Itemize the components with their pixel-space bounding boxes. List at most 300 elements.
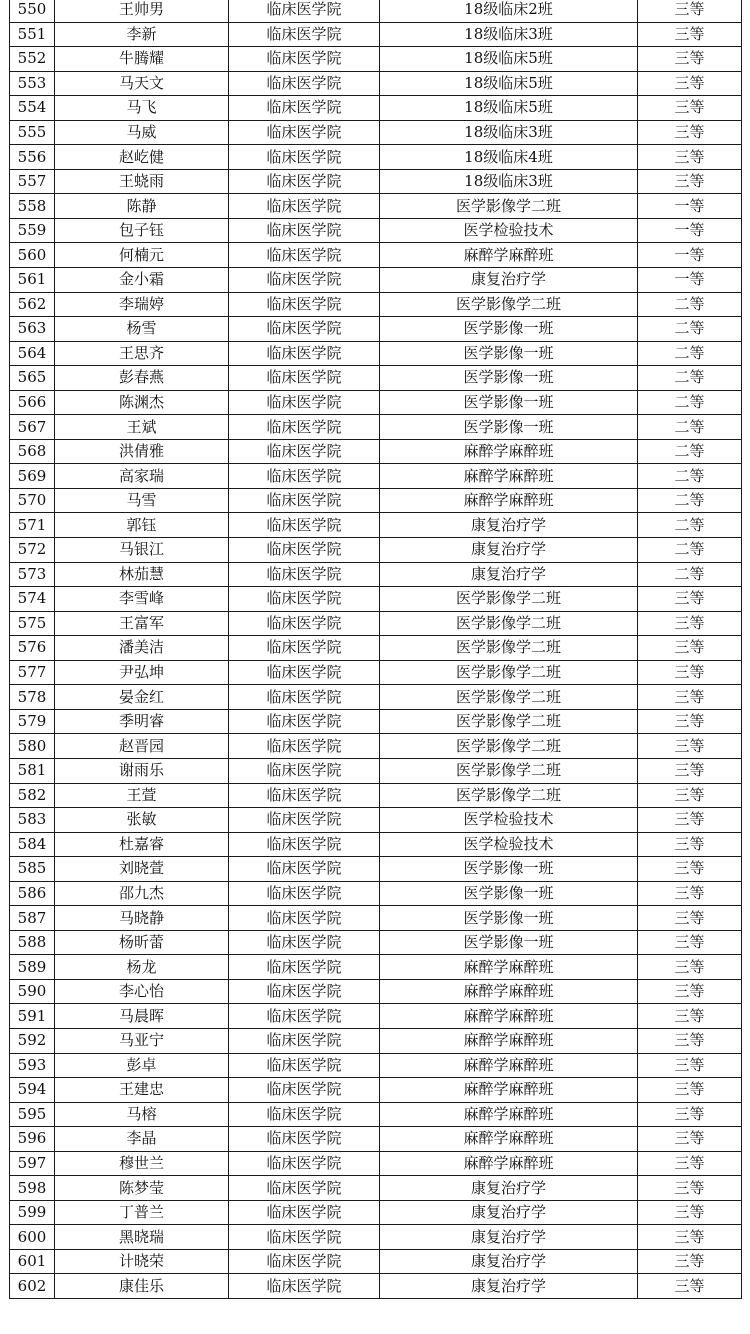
student-name-cell: 陈梦莹 bbox=[55, 1176, 229, 1201]
college-cell: 临床医学院 bbox=[229, 930, 380, 955]
college-cell: 临床医学院 bbox=[229, 464, 380, 489]
class-cell: 麻醉学麻醉班 bbox=[380, 1004, 638, 1029]
row-number-cell: 586 bbox=[10, 881, 55, 906]
award-grade-cell: 三等 bbox=[638, 47, 742, 72]
student-name-cell: 李雪峰 bbox=[55, 587, 229, 612]
college-cell: 临床医学院 bbox=[229, 268, 380, 293]
row-number-cell: 552 bbox=[10, 47, 55, 72]
college-cell: 临床医学院 bbox=[229, 218, 380, 243]
student-name-cell: 李瑞婷 bbox=[55, 292, 229, 317]
student-name-cell: 黑晓瑞 bbox=[55, 1225, 229, 1250]
table-row bbox=[10, 1151, 742, 1176]
student-name-cell: 计晓荣 bbox=[55, 1249, 229, 1274]
table-row bbox=[10, 120, 742, 145]
award-grade-cell: 三等 bbox=[638, 685, 742, 710]
row-number-cell: 602 bbox=[10, 1274, 55, 1299]
row-number-cell: 597 bbox=[10, 1151, 55, 1176]
class-cell: 医学影像学二班 bbox=[380, 660, 638, 685]
table-row bbox=[10, 1028, 742, 1053]
award-grade-cell: 一等 bbox=[638, 268, 742, 293]
college-cell: 临床医学院 bbox=[229, 808, 380, 833]
row-number-cell: 567 bbox=[10, 415, 55, 440]
award-grade-cell: 一等 bbox=[638, 194, 742, 219]
student-name-cell: 马亚宁 bbox=[55, 1028, 229, 1053]
row-number-cell: 594 bbox=[10, 1078, 55, 1103]
student-name-cell: 牛腾耀 bbox=[55, 47, 229, 72]
award-grade-cell: 三等 bbox=[638, 1004, 742, 1029]
award-grade-cell: 三等 bbox=[638, 1102, 742, 1127]
class-cell: 医学影像一班 bbox=[380, 857, 638, 882]
college-cell: 临床医学院 bbox=[229, 758, 380, 783]
award-grade-cell: 三等 bbox=[638, 906, 742, 931]
college-cell: 临床医学院 bbox=[229, 636, 380, 661]
table-row bbox=[10, 0, 742, 22]
award-grade-cell: 三等 bbox=[638, 145, 742, 170]
award-grade-cell: 三等 bbox=[638, 1274, 742, 1299]
table-row bbox=[10, 1102, 742, 1127]
row-number-cell: 561 bbox=[10, 268, 55, 293]
award-grade-cell: 三等 bbox=[638, 783, 742, 808]
row-number-cell: 570 bbox=[10, 488, 55, 513]
award-grade-cell: 二等 bbox=[638, 390, 742, 415]
class-cell: 麻醉学麻醉班 bbox=[380, 1078, 638, 1103]
college-cell: 临床医学院 bbox=[229, 71, 380, 96]
student-name-cell: 尹弘坤 bbox=[55, 660, 229, 685]
class-cell: 医学影像一班 bbox=[380, 390, 638, 415]
table-row bbox=[10, 145, 742, 170]
row-number-cell: 558 bbox=[10, 194, 55, 219]
award-grade-cell: 三等 bbox=[638, 1078, 742, 1103]
college-cell: 临床医学院 bbox=[229, 1225, 380, 1250]
college-cell: 临床医学院 bbox=[229, 96, 380, 121]
student-name-cell: 丁普兰 bbox=[55, 1200, 229, 1225]
class-cell: 医学影像学二班 bbox=[380, 685, 638, 710]
table-row bbox=[10, 783, 742, 808]
award-table-body bbox=[10, 0, 742, 1298]
college-cell: 临床医学院 bbox=[229, 194, 380, 219]
class-cell: 医学检验技术 bbox=[380, 218, 638, 243]
award-grade-cell: 三等 bbox=[638, 587, 742, 612]
table-row bbox=[10, 562, 742, 587]
table-row bbox=[10, 317, 742, 342]
student-name-cell: 王思齐 bbox=[55, 341, 229, 366]
row-number-cell: 585 bbox=[10, 857, 55, 882]
award-grade-cell: 三等 bbox=[638, 1053, 742, 1078]
student-name-cell: 张敏 bbox=[55, 808, 229, 833]
table-row bbox=[10, 292, 742, 317]
table-row bbox=[10, 366, 742, 391]
class-cell: 医学影像学二班 bbox=[380, 734, 638, 759]
student-name-cell: 马银江 bbox=[55, 538, 229, 563]
award-grade-cell: 三等 bbox=[638, 636, 742, 661]
college-cell: 临床医学院 bbox=[229, 1127, 380, 1152]
college-cell: 临床医学院 bbox=[229, 955, 380, 980]
college-cell: 临床医学院 bbox=[229, 415, 380, 440]
row-number-cell: 565 bbox=[10, 366, 55, 391]
row-number-cell: 560 bbox=[10, 243, 55, 268]
table-row bbox=[10, 906, 742, 931]
college-cell: 临床医学院 bbox=[229, 881, 380, 906]
award-grade-cell: 三等 bbox=[638, 120, 742, 145]
student-name-cell: 马榕 bbox=[55, 1102, 229, 1127]
row-number-cell: 553 bbox=[10, 71, 55, 96]
row-number-cell: 595 bbox=[10, 1102, 55, 1127]
student-name-cell: 郭钰 bbox=[55, 513, 229, 538]
class-cell: 医学影像学二班 bbox=[380, 292, 638, 317]
student-name-cell: 马天文 bbox=[55, 71, 229, 96]
table-row bbox=[10, 808, 742, 833]
table-row bbox=[10, 488, 742, 513]
student-name-cell: 谢雨乐 bbox=[55, 758, 229, 783]
student-name-cell: 陈静 bbox=[55, 194, 229, 219]
class-cell: 医学影像学二班 bbox=[380, 636, 638, 661]
college-cell: 临床医学院 bbox=[229, 709, 380, 734]
college-cell: 临床医学院 bbox=[229, 783, 380, 808]
row-number-cell: 571 bbox=[10, 513, 55, 538]
row-number-cell: 559 bbox=[10, 218, 55, 243]
award-grade-cell: 三等 bbox=[638, 832, 742, 857]
row-number-cell: 583 bbox=[10, 808, 55, 833]
class-cell: 医学影像一班 bbox=[380, 366, 638, 391]
student-name-cell: 林茄慧 bbox=[55, 562, 229, 587]
row-number-cell: 598 bbox=[10, 1176, 55, 1201]
class-cell: 医学影像学二班 bbox=[380, 783, 638, 808]
table-row bbox=[10, 881, 742, 906]
class-cell: 医学影像一班 bbox=[380, 415, 638, 440]
award-grade-cell: 三等 bbox=[638, 1200, 742, 1225]
student-name-cell: 杨龙 bbox=[55, 955, 229, 980]
class-cell: 康复治疗学 bbox=[380, 1176, 638, 1201]
award-grade-cell: 二等 bbox=[638, 538, 742, 563]
class-cell: 18级临床5班 bbox=[380, 47, 638, 72]
student-name-cell: 季明睿 bbox=[55, 709, 229, 734]
row-number-cell: 562 bbox=[10, 292, 55, 317]
row-number-cell: 589 bbox=[10, 955, 55, 980]
college-cell: 临床医学院 bbox=[229, 1274, 380, 1299]
class-cell: 麻醉学麻醉班 bbox=[380, 464, 638, 489]
row-number-cell: 599 bbox=[10, 1200, 55, 1225]
row-number-cell: 569 bbox=[10, 464, 55, 489]
award-grade-cell: 二等 bbox=[638, 317, 742, 342]
college-cell: 临床医学院 bbox=[229, 1200, 380, 1225]
class-cell: 医学影像一班 bbox=[380, 317, 638, 342]
class-cell: 麻醉学麻醉班 bbox=[380, 1151, 638, 1176]
student-name-cell: 王萱 bbox=[55, 783, 229, 808]
college-cell: 临床医学院 bbox=[229, 22, 380, 47]
award-grade-cell: 二等 bbox=[638, 292, 742, 317]
student-name-cell: 金小霜 bbox=[55, 268, 229, 293]
award-grade-cell: 二等 bbox=[638, 464, 742, 489]
award-grade-cell: 二等 bbox=[638, 341, 742, 366]
award-grade-cell: 三等 bbox=[638, 169, 742, 194]
award-grade-cell: 二等 bbox=[638, 366, 742, 391]
class-cell: 医学影像一班 bbox=[380, 341, 638, 366]
college-cell: 临床医学院 bbox=[229, 390, 380, 415]
student-name-cell: 李新 bbox=[55, 22, 229, 47]
table-row bbox=[10, 341, 742, 366]
table-row bbox=[10, 243, 742, 268]
class-cell: 18级临床2班 bbox=[380, 0, 638, 22]
table-row bbox=[10, 22, 742, 47]
class-cell: 医学检验技术 bbox=[380, 808, 638, 833]
class-cell: 麻醉学麻醉班 bbox=[380, 1102, 638, 1127]
award-grade-cell: 三等 bbox=[638, 611, 742, 636]
student-name-cell: 李心怡 bbox=[55, 979, 229, 1004]
class-cell: 康复治疗学 bbox=[380, 538, 638, 563]
class-cell: 康复治疗学 bbox=[380, 1249, 638, 1274]
row-number-cell: 578 bbox=[10, 685, 55, 710]
college-cell: 临床医学院 bbox=[229, 341, 380, 366]
table-row bbox=[10, 1274, 742, 1299]
award-grade-cell: 二等 bbox=[638, 439, 742, 464]
table-row bbox=[10, 1053, 742, 1078]
college-cell: 临床医学院 bbox=[229, 243, 380, 268]
college-cell: 临床医学院 bbox=[229, 734, 380, 759]
class-cell: 医学检验技术 bbox=[380, 832, 638, 857]
student-name-cell: 马威 bbox=[55, 120, 229, 145]
row-number-cell: 572 bbox=[10, 538, 55, 563]
award-grade-cell: 三等 bbox=[638, 734, 742, 759]
award-grade-cell: 三等 bbox=[638, 1249, 742, 1274]
row-number-cell: 592 bbox=[10, 1028, 55, 1053]
class-cell: 医学影像学二班 bbox=[380, 611, 638, 636]
student-name-cell: 康佳乐 bbox=[55, 1274, 229, 1299]
student-name-cell: 王帅男 bbox=[55, 0, 229, 22]
award-grade-cell: 二等 bbox=[638, 415, 742, 440]
row-number-cell: 573 bbox=[10, 562, 55, 587]
student-name-cell: 穆世兰 bbox=[55, 1151, 229, 1176]
table-row bbox=[10, 1078, 742, 1103]
award-grade-cell: 三等 bbox=[638, 71, 742, 96]
table-row bbox=[10, 979, 742, 1004]
table-row bbox=[10, 1200, 742, 1225]
row-number-cell: 575 bbox=[10, 611, 55, 636]
table-row bbox=[10, 1004, 742, 1029]
table-row bbox=[10, 415, 742, 440]
class-cell: 医学影像学二班 bbox=[380, 709, 638, 734]
student-name-cell: 王富军 bbox=[55, 611, 229, 636]
college-cell: 临床医学院 bbox=[229, 1028, 380, 1053]
table-row bbox=[10, 169, 742, 194]
table-row bbox=[10, 611, 742, 636]
student-name-cell: 杨雪 bbox=[55, 317, 229, 342]
college-cell: 临床医学院 bbox=[229, 979, 380, 1004]
student-name-cell: 赵晋园 bbox=[55, 734, 229, 759]
college-cell: 临床医学院 bbox=[229, 1176, 380, 1201]
college-cell: 临床医学院 bbox=[229, 292, 380, 317]
student-name-cell: 王建忠 bbox=[55, 1078, 229, 1103]
class-cell: 医学影像一班 bbox=[380, 930, 638, 955]
college-cell: 临床医学院 bbox=[229, 660, 380, 685]
class-cell: 康复治疗学 bbox=[380, 513, 638, 538]
row-number-cell: 576 bbox=[10, 636, 55, 661]
table-row bbox=[10, 513, 742, 538]
class-cell: 18级临床5班 bbox=[380, 96, 638, 121]
award-grade-cell: 三等 bbox=[638, 1127, 742, 1152]
class-cell: 18级临床3班 bbox=[380, 22, 638, 47]
class-cell: 麻醉学麻醉班 bbox=[380, 979, 638, 1004]
award-grade-cell: 二等 bbox=[638, 488, 742, 513]
table-row bbox=[10, 930, 742, 955]
table-row bbox=[10, 955, 742, 980]
college-cell: 临床医学院 bbox=[229, 439, 380, 464]
table-row bbox=[10, 71, 742, 96]
college-cell: 临床医学院 bbox=[229, 1102, 380, 1127]
row-number-cell: 596 bbox=[10, 1127, 55, 1152]
award-grade-cell: 三等 bbox=[638, 96, 742, 121]
award-grade-cell: 三等 bbox=[638, 979, 742, 1004]
college-cell: 临床医学院 bbox=[229, 538, 380, 563]
row-number-cell: 557 bbox=[10, 169, 55, 194]
table-row bbox=[10, 758, 742, 783]
student-name-cell: 包子钰 bbox=[55, 218, 229, 243]
row-number-cell: 556 bbox=[10, 145, 55, 170]
student-name-cell: 洪倩雅 bbox=[55, 439, 229, 464]
class-cell: 麻醉学麻醉班 bbox=[380, 488, 638, 513]
college-cell: 临床医学院 bbox=[229, 562, 380, 587]
row-number-cell: 601 bbox=[10, 1249, 55, 1274]
table-row bbox=[10, 832, 742, 857]
table-row bbox=[10, 709, 742, 734]
college-cell: 临床医学院 bbox=[229, 169, 380, 194]
college-cell: 临床医学院 bbox=[229, 488, 380, 513]
award-grade-cell: 三等 bbox=[638, 660, 742, 685]
table-row bbox=[10, 47, 742, 72]
row-number-cell: 555 bbox=[10, 120, 55, 145]
student-name-cell: 陈渊杰 bbox=[55, 390, 229, 415]
class-cell: 麻醉学麻醉班 bbox=[380, 1053, 638, 1078]
row-number-cell: 581 bbox=[10, 758, 55, 783]
college-cell: 临床医学院 bbox=[229, 587, 380, 612]
student-name-cell: 彭春燕 bbox=[55, 366, 229, 391]
award-grade-cell: 三等 bbox=[638, 857, 742, 882]
row-number-cell: 563 bbox=[10, 317, 55, 342]
award-grade-cell: 三等 bbox=[638, 955, 742, 980]
student-name-cell: 马晓静 bbox=[55, 906, 229, 931]
table-row bbox=[10, 390, 742, 415]
class-cell: 医学影像一班 bbox=[380, 881, 638, 906]
table-row bbox=[10, 538, 742, 563]
award-list-sheet bbox=[9, 0, 736, 1299]
table-row bbox=[10, 439, 742, 464]
class-cell: 18级临床3班 bbox=[380, 120, 638, 145]
student-name-cell: 马雪 bbox=[55, 488, 229, 513]
student-name-cell: 何楠元 bbox=[55, 243, 229, 268]
student-name-cell: 马飞 bbox=[55, 96, 229, 121]
row-number-cell: 587 bbox=[10, 906, 55, 931]
class-cell: 康复治疗学 bbox=[380, 1274, 638, 1299]
class-cell: 18级临床4班 bbox=[380, 145, 638, 170]
award-grade-cell: 三等 bbox=[638, 1151, 742, 1176]
award-grade-cell: 三等 bbox=[638, 881, 742, 906]
row-number-cell: 588 bbox=[10, 930, 55, 955]
college-cell: 临床医学院 bbox=[229, 1249, 380, 1274]
class-cell: 康复治疗学 bbox=[380, 562, 638, 587]
college-cell: 临床医学院 bbox=[229, 1078, 380, 1103]
student-name-cell: 彭卓 bbox=[55, 1053, 229, 1078]
college-cell: 临床医学院 bbox=[229, 317, 380, 342]
award-grade-cell: 一等 bbox=[638, 243, 742, 268]
student-name-cell: 王斌 bbox=[55, 415, 229, 440]
class-cell: 医学影像一班 bbox=[380, 906, 638, 931]
student-name-cell: 王蛲雨 bbox=[55, 169, 229, 194]
row-number-cell: 584 bbox=[10, 832, 55, 857]
row-number-cell: 574 bbox=[10, 587, 55, 612]
table-row bbox=[10, 1176, 742, 1201]
table-row bbox=[10, 268, 742, 293]
table-row bbox=[10, 1225, 742, 1250]
class-cell: 麻醉学麻醉班 bbox=[380, 1127, 638, 1152]
college-cell: 临床医学院 bbox=[229, 1151, 380, 1176]
table-row bbox=[10, 194, 742, 219]
college-cell: 临床医学院 bbox=[229, 1053, 380, 1078]
table-row bbox=[10, 218, 742, 243]
class-cell: 医学影像学二班 bbox=[380, 758, 638, 783]
student-name-cell: 马晨晖 bbox=[55, 1004, 229, 1029]
row-number-cell: 568 bbox=[10, 439, 55, 464]
table-row bbox=[10, 1249, 742, 1274]
award-grade-cell: 三等 bbox=[638, 1225, 742, 1250]
row-number-cell: 590 bbox=[10, 979, 55, 1004]
class-cell: 麻醉学麻醉班 bbox=[380, 955, 638, 980]
table-row bbox=[10, 660, 742, 685]
class-cell: 医学影像学二班 bbox=[380, 194, 638, 219]
student-name-cell: 杨昕蕾 bbox=[55, 930, 229, 955]
class-cell: 麻醉学麻醉班 bbox=[380, 439, 638, 464]
table-row bbox=[10, 464, 742, 489]
award-grade-cell: 三等 bbox=[638, 0, 742, 22]
row-number-cell: 580 bbox=[10, 734, 55, 759]
award-grade-cell: 二等 bbox=[638, 513, 742, 538]
college-cell: 临床医学院 bbox=[229, 120, 380, 145]
row-number-cell: 577 bbox=[10, 660, 55, 685]
award-grade-cell: 三等 bbox=[638, 1028, 742, 1053]
table-row bbox=[10, 636, 742, 661]
row-number-cell: 593 bbox=[10, 1053, 55, 1078]
award-grade-cell: 三等 bbox=[638, 758, 742, 783]
award-grade-cell: 三等 bbox=[638, 808, 742, 833]
award-grade-cell: 三等 bbox=[638, 22, 742, 47]
college-cell: 临床医学院 bbox=[229, 685, 380, 710]
college-cell: 临床医学院 bbox=[229, 611, 380, 636]
table-row bbox=[10, 96, 742, 121]
college-cell: 临床医学院 bbox=[229, 832, 380, 857]
class-cell: 麻醉学麻醉班 bbox=[380, 1028, 638, 1053]
college-cell: 临床医学院 bbox=[229, 0, 380, 22]
student-name-cell: 邵九杰 bbox=[55, 881, 229, 906]
award-grade-cell: 三等 bbox=[638, 930, 742, 955]
row-number-cell: 550 bbox=[10, 0, 55, 22]
row-number-cell: 582 bbox=[10, 783, 55, 808]
table-row bbox=[10, 734, 742, 759]
college-cell: 临床医学院 bbox=[229, 857, 380, 882]
award-grade-cell: 三等 bbox=[638, 1176, 742, 1201]
student-name-cell: 刘晓萱 bbox=[55, 857, 229, 882]
student-name-cell: 李晶 bbox=[55, 1127, 229, 1152]
row-number-cell: 579 bbox=[10, 709, 55, 734]
award-table bbox=[9, 0, 742, 1299]
class-cell: 康复治疗学 bbox=[380, 1225, 638, 1250]
award-grade-cell: 二等 bbox=[638, 562, 742, 587]
student-name-cell: 杜嘉睿 bbox=[55, 832, 229, 857]
table-row bbox=[10, 857, 742, 882]
college-cell: 临床医学院 bbox=[229, 366, 380, 391]
class-cell: 麻醉学麻醉班 bbox=[380, 243, 638, 268]
class-cell: 18级临床5班 bbox=[380, 71, 638, 96]
class-cell: 18级临床3班 bbox=[380, 169, 638, 194]
table-row bbox=[10, 587, 742, 612]
student-name-cell: 潘美洁 bbox=[55, 636, 229, 661]
